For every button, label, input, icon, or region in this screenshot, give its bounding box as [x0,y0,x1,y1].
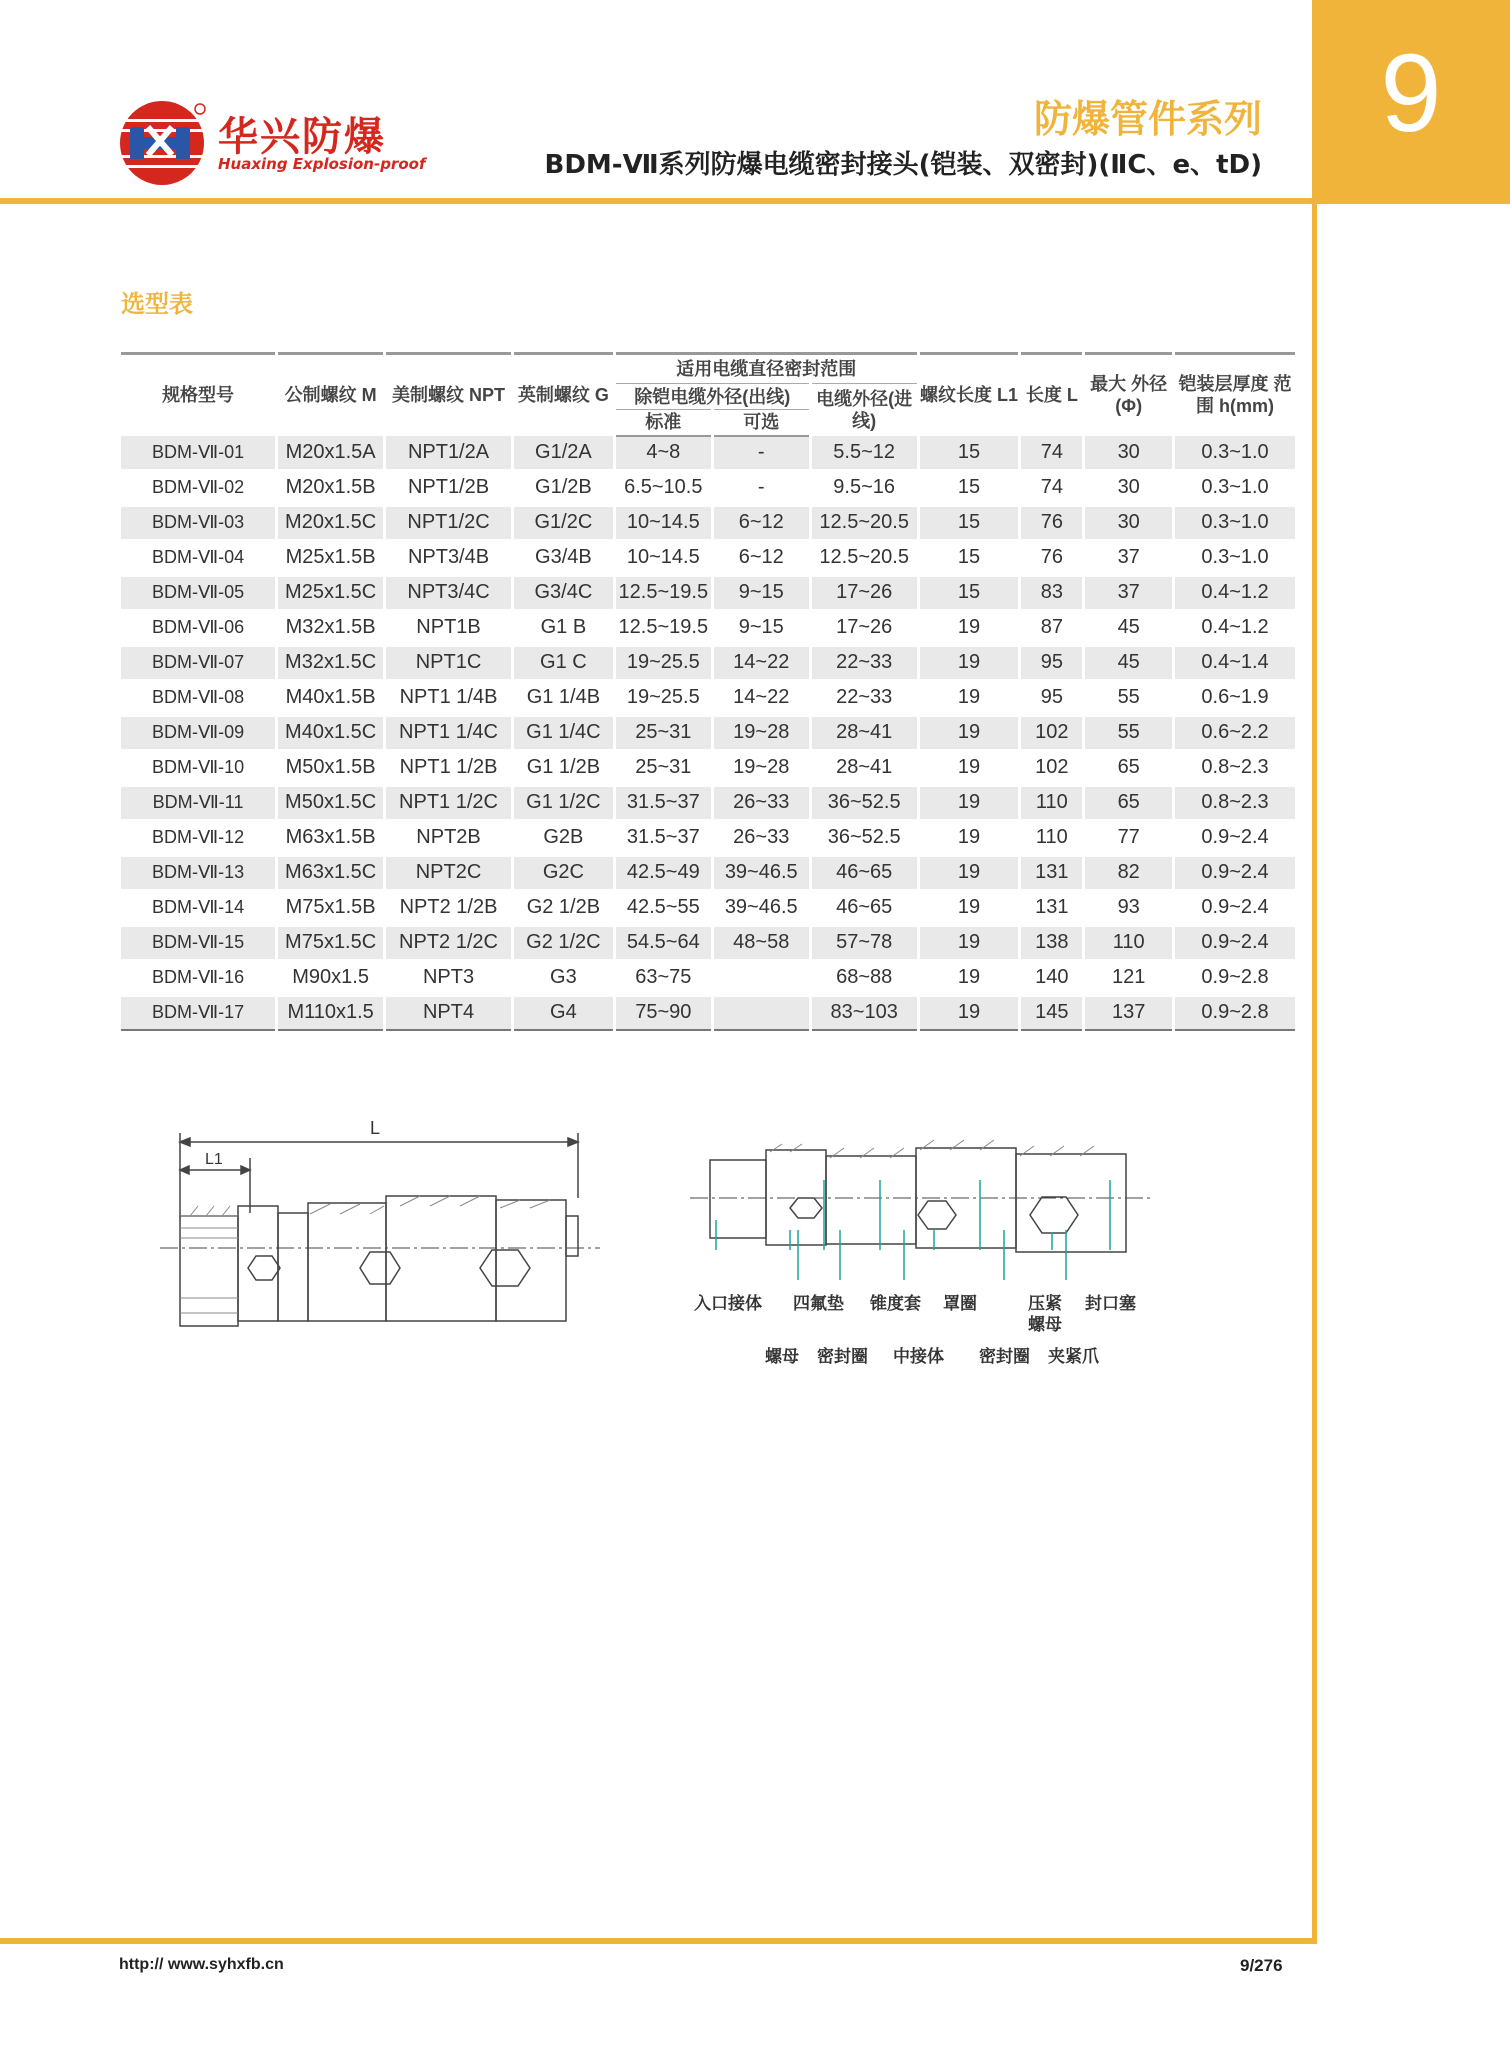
cell-model: BDM-Ⅶ-08 [121,680,277,715]
cell-g-thread: G2 1/2B [512,890,614,925]
cell-metric-thread: M90x1.5 [277,960,385,995]
cell-optional-range: 9~15 [712,575,810,610]
cell-optional-range: 6~12 [712,540,810,575]
cell-metric-thread: M32x1.5C [277,645,385,680]
cell-max-od: 77 [1084,820,1174,855]
cell-thread-length: 19 [918,750,1020,785]
cell-standard-range: 25~31 [614,715,712,750]
cell-thread-length: 19 [918,925,1020,960]
cell-optional-range: 39~46.5 [712,890,810,925]
cell-optional-range [712,995,810,1030]
cell-thread-length: 19 [918,890,1020,925]
cell-standard-range: 12.5~19.5 [614,610,712,645]
cell-npt-thread: NPT1 1/4B [385,680,513,715]
cell-npt-thread: NPT1/2A [385,436,513,471]
cell-model: BDM-Ⅶ-14 [121,890,277,925]
table-row [121,960,1297,995]
table-row [121,750,1297,785]
cell-model: BDM-Ⅶ-03 [121,505,277,540]
cell-npt-thread: NPT3 [385,960,513,995]
cell-model: BDM-Ⅶ-13 [121,855,277,890]
cell-standard-range: 10~14.5 [614,505,712,540]
cell-npt-thread: NPT2 1/2B [385,890,513,925]
cell-armor-range: 0.9~2.8 [1174,995,1297,1030]
cell-metric-thread: M50x1.5C [277,785,385,820]
cell-model: BDM-Ⅶ-09 [121,715,277,750]
cell-length: 95 [1020,680,1084,715]
cell-standard-range: 75~90 [614,995,712,1030]
header-max-od: 最大 外径(Φ) [1084,354,1174,436]
chapter-tab [1312,0,1510,204]
cell-npt-thread: NPT3/4C [385,575,513,610]
cell-cable-od: 22~33 [810,645,918,680]
cell-npt-thread: NPT1/2C [385,505,513,540]
cell-armor-range: 0.4~1.2 [1174,610,1297,645]
table-row [121,436,1297,471]
header-cable-od: 电缆外径(进线) [810,384,918,436]
chapter-number: 9 [1380,32,1442,155]
cell-thread-length: 19 [918,610,1020,645]
cell-length: 87 [1020,610,1084,645]
header-range-group: 适用电缆直径密封范围 [614,354,918,384]
cell-length: 102 [1020,750,1084,785]
cell-armor-range: 0.3~1.0 [1174,436,1297,471]
cell-cable-od: 83~103 [810,995,918,1030]
cell-model: BDM-Ⅶ-11 [121,785,277,820]
cell-max-od: 82 [1084,855,1174,890]
cell-model: BDM-Ⅶ-07 [121,645,277,680]
cell-metric-thread: M20x1.5C [277,505,385,540]
label-compression-nut: 螺母 [1028,1315,1062,1335]
dimension-label-L: L [370,1118,381,1138]
dimension-label-L1: L1 [205,1151,223,1168]
cell-length: 74 [1020,470,1084,505]
label-seal-ring-2: 密封圈 [979,1347,1030,1367]
cell-armor-range: 0.8~2.3 [1174,785,1297,820]
cell-g-thread: G1 1/4C [512,715,614,750]
logo-en-text: Huaxing Explosion-proof [218,155,426,173]
cell-cable-od: 17~26 [810,575,918,610]
label-clamp-claw: 夹紧爪 [1048,1347,1099,1367]
cell-thread-length: 15 [918,540,1020,575]
label-taper-sleeve: 锥度套 [870,1294,921,1314]
section-drawing [690,1120,1150,1380]
cell-model: BDM-Ⅶ-01 [121,436,277,471]
cell-optional-range [712,960,810,995]
cell-model: BDM-Ⅶ-12 [121,820,277,855]
cell-model: BDM-Ⅶ-16 [121,960,277,995]
cell-g-thread: G2B [512,820,614,855]
cell-armor-range: 0.3~1.0 [1174,470,1297,505]
cell-max-od: 65 [1084,785,1174,820]
table-row [121,890,1297,925]
cell-optional-range: 9~15 [712,610,810,645]
cell-armor-range: 0.3~1.0 [1174,505,1297,540]
cell-thread-length: 19 [918,960,1020,995]
cell-length: 140 [1020,960,1084,995]
cell-optional-range: - [712,436,810,471]
cell-optional-range: 19~28 [712,715,810,750]
cell-optional-range: 26~33 [712,820,810,855]
cell-optional-range: 48~58 [712,925,810,960]
cell-npt-thread: NPT2 1/2C [385,925,513,960]
cell-max-od: 110 [1084,925,1174,960]
cell-npt-thread: NPT1C [385,645,513,680]
cell-optional-range: 39~46.5 [712,855,810,890]
cell-g-thread: G3/4C [512,575,614,610]
cell-g-thread: G1 B [512,610,614,645]
cell-metric-thread: M20x1.5B [277,470,385,505]
cell-max-od: 30 [1084,470,1174,505]
cell-optional-range: - [712,470,810,505]
table-row [121,610,1297,645]
label-inlet-body: 入口接体 [694,1294,762,1314]
cell-cable-od: 28~41 [810,715,918,750]
cell-npt-thread: NPT1 1/4C [385,715,513,750]
cell-npt-thread: NPT3/4B [385,540,513,575]
cell-g-thread: G1/2B [512,470,614,505]
cell-max-od: 30 [1084,505,1174,540]
cell-metric-thread: M40x1.5C [277,715,385,750]
cell-max-od: 45 [1084,645,1174,680]
cell-armor-range: 0.9~2.4 [1174,855,1297,890]
website-url[interactable]: http:// www.syhxfb.cn [119,1956,284,1973]
series-title: 防爆管件系列 [1033,97,1262,141]
cell-max-od: 121 [1084,960,1174,995]
cell-metric-thread: M20x1.5A [277,436,385,471]
cell-npt-thread: NPT1 1/2B [385,750,513,785]
cell-model: BDM-Ⅶ-05 [121,575,277,610]
section-title: 选型表 [121,290,193,318]
cell-standard-range: 63~75 [614,960,712,995]
cell-length: 131 [1020,855,1084,890]
cell-armor-range: 0.4~1.4 [1174,645,1297,680]
cell-cable-od: 36~52.5 [810,785,918,820]
cell-metric-thread: M25x1.5C [277,575,385,610]
cell-optional-range: 14~22 [712,645,810,680]
cell-model: BDM-Ⅶ-04 [121,540,277,575]
cell-metric-thread: M75x1.5C [277,925,385,960]
cell-cable-od: 68~88 [810,960,918,995]
cell-standard-range: 31.5~37 [614,785,712,820]
right-margin-rule [1312,204,1317,1944]
cell-thread-length: 19 [918,820,1020,855]
label-sealing-plug: 封口塞 [1085,1294,1136,1314]
label-cover-ring: 罩圈 [943,1294,977,1314]
cell-max-od: 30 [1084,436,1174,471]
cell-g-thread: G2 1/2C [512,925,614,960]
label-middle-body: 中接体 [893,1347,944,1367]
cell-cable-od: 5.5~12 [810,436,918,471]
header-thread-length: 螺纹长度 L1 [918,354,1020,436]
cell-length: 95 [1020,645,1084,680]
cell-thread-length: 19 [918,995,1020,1030]
cell-metric-thread: M32x1.5B [277,610,385,645]
cell-length: 83 [1020,575,1084,610]
cell-npt-thread: NPT4 [385,995,513,1030]
cell-npt-thread: NPT2C [385,855,513,890]
cell-thread-length: 15 [918,505,1020,540]
header-rule [0,198,1312,204]
cell-g-thread: G3/4B [512,540,614,575]
cell-standard-range: 31.5~37 [614,820,712,855]
label-nut: 螺母 [765,1347,799,1367]
header-length: 长度 L [1020,354,1084,436]
logo-emblem-icon [118,97,210,189]
cell-metric-thread: M63x1.5B [277,820,385,855]
cell-armor-range: 0.9~2.8 [1174,960,1297,995]
label-compression: 压紧 [1028,1294,1062,1314]
cell-optional-range: 26~33 [712,785,810,820]
cell-armor-range: 0.9~2.4 [1174,925,1297,960]
cell-metric-thread: M63x1.5C [277,855,385,890]
header-g: 英制螺纹 G [512,354,614,436]
cell-npt-thread: NPT1B [385,610,513,645]
cell-armor-range: 0.9~2.4 [1174,890,1297,925]
cell-max-od: 55 [1084,680,1174,715]
cell-standard-range: 42.5~49 [614,855,712,890]
table-row [121,855,1297,890]
cell-max-od: 45 [1084,610,1174,645]
table-row [121,925,1297,960]
cell-length: 102 [1020,715,1084,750]
cell-cable-od: 9.5~16 [810,470,918,505]
cell-g-thread: G1 1/4B [512,680,614,715]
cell-model: BDM-Ⅶ-02 [121,470,277,505]
cell-npt-thread: NPT2B [385,820,513,855]
table-row [121,575,1297,610]
cell-max-od: 37 [1084,575,1174,610]
cell-g-thread: G2C [512,855,614,890]
table-row [121,470,1297,505]
cell-length: 76 [1020,540,1084,575]
cell-cable-od: 46~65 [810,890,918,925]
cell-model: BDM-Ⅶ-06 [121,610,277,645]
cell-max-od: 37 [1084,540,1174,575]
cell-cable-od: 12.5~20.5 [810,540,918,575]
product-title: BDM-Ⅶ系列防爆电缆密封接头(铠装、双密封)(ⅡC、e、tD) [544,150,1262,180]
header-optional: 可选 [712,410,810,436]
cell-g-thread: G1 1/2C [512,785,614,820]
cell-optional-range: 19~28 [712,750,810,785]
label-ptfe-gasket: 四氟垫 [793,1294,844,1314]
cell-armor-range: 0.6~2.2 [1174,715,1297,750]
cell-max-od: 137 [1084,995,1174,1030]
cell-thread-length: 19 [918,645,1020,680]
cell-armor-range: 0.3~1.0 [1174,540,1297,575]
cell-standard-range: 25~31 [614,750,712,785]
page-number: 9/276 [1240,1956,1283,1975]
cell-optional-range: 14~22 [712,680,810,715]
cell-standard-range: 42.5~55 [614,890,712,925]
cell-metric-thread: M50x1.5B [277,750,385,785]
selection-table [121,352,1298,1031]
cell-cable-od: 12.5~20.5 [810,505,918,540]
table-row [121,995,1297,1030]
cell-optional-range: 6~12 [712,505,810,540]
cell-length: 74 [1020,436,1084,471]
cell-length: 76 [1020,505,1084,540]
company-logo [118,97,426,187]
cell-thread-length: 19 [918,785,1020,820]
cell-thread-length: 15 [918,436,1020,471]
cell-g-thread: G3 [512,960,614,995]
cell-metric-thread: M75x1.5B [277,890,385,925]
cell-npt-thread: NPT1 1/2C [385,785,513,820]
table-row [121,645,1297,680]
cell-cable-od: 28~41 [810,750,918,785]
cell-model: BDM-Ⅶ-15 [121,925,277,960]
cell-thread-length: 15 [918,470,1020,505]
cell-max-od: 65 [1084,750,1174,785]
cell-cable-od: 57~78 [810,925,918,960]
cell-length: 110 [1020,820,1084,855]
cell-metric-thread: M25x1.5B [277,540,385,575]
header-model: 规格型号 [121,354,277,436]
cell-standard-range: 54.5~64 [614,925,712,960]
logo-cn-text: 华兴防爆 [218,114,386,160]
cell-max-od: 93 [1084,890,1174,925]
cell-cable-od: 17~26 [810,610,918,645]
header-armor-range: 铠装层厚度 范围 h(mm) [1174,354,1297,436]
cell-thread-length: 19 [918,855,1020,890]
table-row [121,715,1297,750]
cell-g-thread: G1/2C [512,505,614,540]
cell-metric-thread: M110x1.5 [277,995,385,1030]
dimension-drawing [160,1118,600,1328]
header-metric: 公制螺纹 M [277,354,385,436]
cell-model: BDM-Ⅶ-17 [121,995,277,1030]
cell-cable-od: 36~52.5 [810,820,918,855]
table-row [121,680,1297,715]
table-row [121,785,1297,820]
cell-standard-range: 12.5~19.5 [614,575,712,610]
table-row [121,540,1297,575]
cell-length: 131 [1020,890,1084,925]
cell-armor-range: 0.4~1.2 [1174,575,1297,610]
cell-g-thread: G1 C [512,645,614,680]
cell-armor-range: 0.6~1.9 [1174,680,1297,715]
cell-cable-od: 22~33 [810,680,918,715]
cell-standard-range: 19~25.5 [614,680,712,715]
cell-max-od: 55 [1084,715,1174,750]
header-standard: 标准 [614,410,712,436]
cell-standard-range: 6.5~10.5 [614,470,712,505]
cell-g-thread: G4 [512,995,614,1030]
cell-g-thread: G1 1/2B [512,750,614,785]
header-armor-out-group: 除铠电缆外径(出线) [614,384,810,410]
cell-length: 110 [1020,785,1084,820]
cell-standard-range: 19~25.5 [614,645,712,680]
footer-rule [0,1938,1317,1944]
cell-metric-thread: M40x1.5B [277,680,385,715]
table-row [121,820,1297,855]
cell-length: 145 [1020,995,1084,1030]
cell-thread-length: 19 [918,715,1020,750]
cell-armor-range: 0.8~2.3 [1174,750,1297,785]
cell-cable-od: 46~65 [810,855,918,890]
cell-npt-thread: NPT1/2B [385,470,513,505]
cell-standard-range: 4~8 [614,436,712,471]
cell-model: BDM-Ⅶ-10 [121,750,277,785]
header-npt: 美制螺纹 NPT [385,354,513,436]
cell-standard-range: 10~14.5 [614,540,712,575]
cell-length: 138 [1020,925,1084,960]
cell-thread-length: 19 [918,680,1020,715]
cell-g-thread: G1/2A [512,436,614,471]
cell-thread-length: 15 [918,575,1020,610]
cell-armor-range: 0.9~2.4 [1174,820,1297,855]
label-seal-ring-1: 密封圈 [817,1347,868,1367]
table-row [121,505,1297,540]
